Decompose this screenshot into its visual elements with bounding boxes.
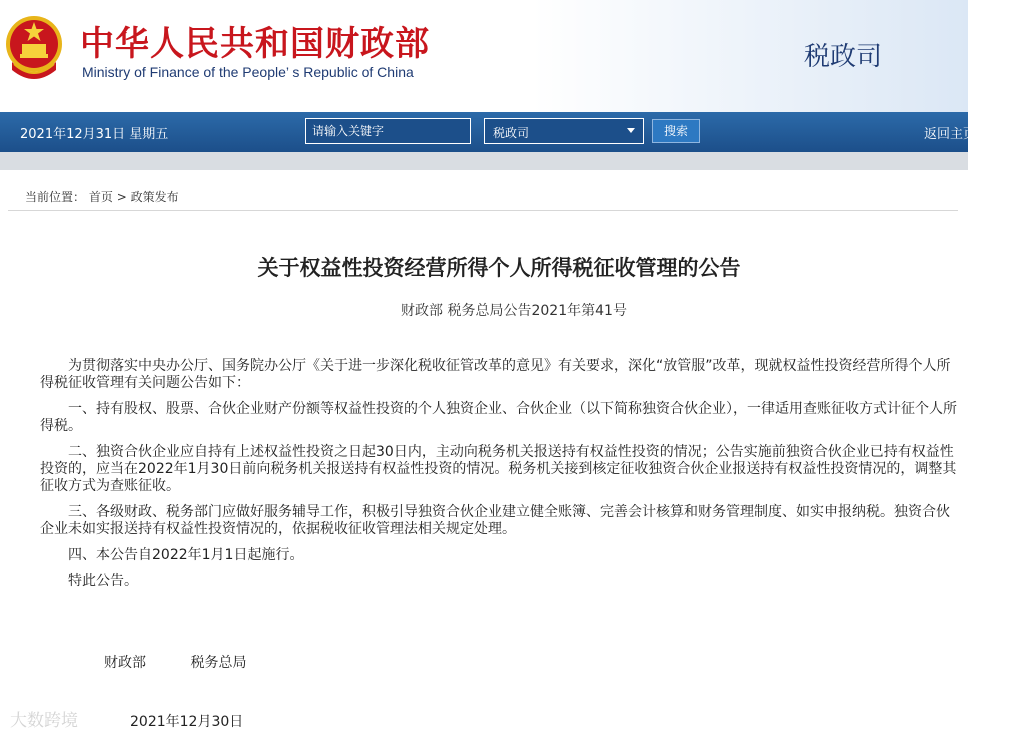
- article-paragraph: 三、各级财政、税务部门应做好服务辅导工作，积极引导独资合伙企业建立健全账簿、完善会计核算和财务管理制度、如实申报纳税。独资合伙企业未如实报送持有权益性投资情况的，依据税收征收管理法相关规定处理。: [40, 504, 950, 537]
- article-paragraph: 为贯彻落实中央办公厅、国务院办公厅《关于进一步深化税收征管改革的意见》有关要求，深化“放管服”改革，现就权益性投资经营所得个人所得税征收管理有关问题公告如下：: [40, 358, 951, 391]
- sign-date: 2021年12月30日: [130, 714, 244, 730]
- national-emblem-icon: [4, 14, 64, 82]
- divider: [8, 210, 958, 211]
- watermark: 大数跨境: [10, 711, 78, 731]
- sub-bar: [0, 152, 968, 170]
- search-input[interactable]: [305, 118, 471, 144]
- article-paragraph: 二、独资合伙企业应自持有上述权益性投资之日起30日内，主动向税务机关报送持有权益性投资的情况；公告实施前独资合伙企业已持有权益性投资的，应当在2022年1月30日前向税务机关报送持有权益性投资的情况。税务机关接到核定征收独资合伙企业报送持有权益性投资情况的，调整其征收方式为查账征收。: [40, 444, 957, 494]
- site-header: [0, 0, 968, 112]
- breadcrumb-separator: >: [116, 190, 127, 204]
- breadcrumb: [25, 188, 179, 205]
- current-date: 2021年12月31日 星期五: [20, 127, 169, 142]
- department-select-value: 税政司: [493, 126, 530, 140]
- department-name: 税政司: [804, 42, 883, 72]
- breadcrumb-current-link[interactable]: 政策发布: [130, 190, 179, 204]
- article-title: 关于权益性投资经营所得个人所得税征收管理的公告: [257, 256, 741, 280]
- chevron-down-icon: [627, 128, 635, 133]
- ministry-name-en: Ministry of Finance of the People’ s Republic of China: [82, 64, 414, 80]
- article-body: [40, 358, 960, 599]
- department-select[interactable]: [484, 118, 644, 144]
- article-paragraph: 四、本公告自2022年1月1日起施行。: [68, 547, 304, 563]
- search-button[interactable]: 搜索: [652, 119, 700, 143]
- breadcrumb-home-link[interactable]: 首页: [88, 190, 113, 204]
- ministry-name-cn: 中华人民共和国财政部: [80, 24, 430, 64]
- signatory-tax-bureau: 税务总局: [190, 655, 247, 671]
- nav-bar: [0, 112, 977, 152]
- signatory-ministry: 财政部: [104, 655, 146, 671]
- article-paragraph: 一、持有股权、股票、合伙企业财产份额等权益性投资的个人独资企业、合伙企业（以下简称独资合伙企业），一律适用查账征收方式计征个人所得税。: [40, 401, 957, 434]
- breadcrumb-label: 当前位置：: [25, 190, 86, 204]
- signatories: [104, 652, 246, 672]
- article-paragraph: 特此公告。: [68, 573, 138, 589]
- back-home-link[interactable]: 返回主页: [924, 127, 977, 142]
- document-number: 财政部 税务总局公告2021年第41号: [401, 303, 627, 319]
